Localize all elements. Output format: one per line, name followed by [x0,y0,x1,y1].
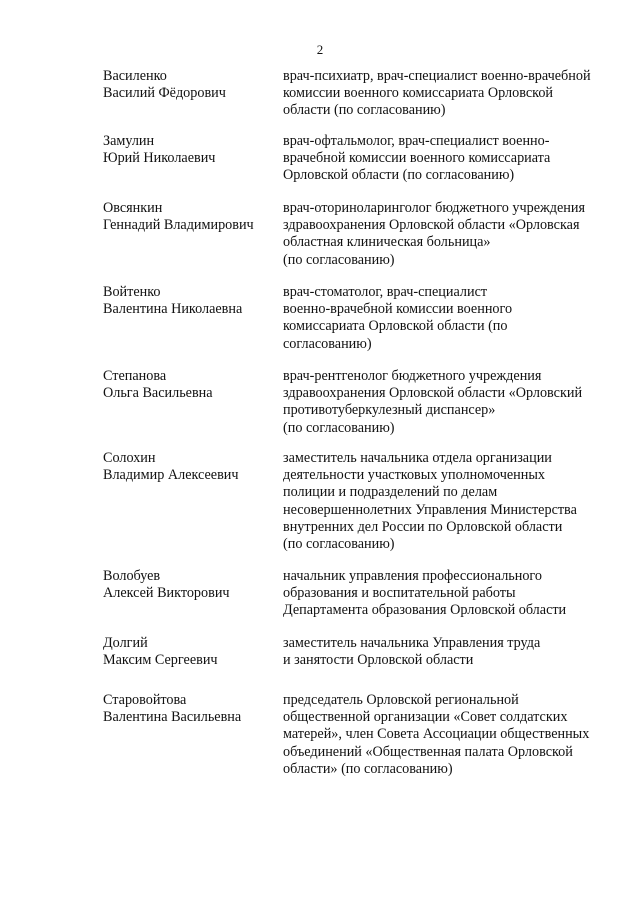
position-line: врачебной комиссии военного комиссариата [283,150,551,167]
member-given-names: Ольга Васильевна [103,385,213,402]
member-position [283,68,613,120]
position-line: полиции и подразделений по делам [283,484,498,501]
member-position [283,368,613,437]
member-position [283,284,613,353]
member-position [283,568,613,620]
member-position [283,692,613,778]
position-line: объединений «Общественная палата Орловской [283,743,573,760]
member-position [283,450,613,553]
position-line: Департамента образования Орловской области [283,602,567,619]
member-name [103,368,273,402]
position-line: противотуберкулезный диспансер» [283,402,496,419]
member-name [103,284,273,318]
member-surname: Долгий [103,635,148,651]
position-line: согласованию) [283,335,372,352]
member-position [283,635,613,669]
position-line: врач-психиатр, врач-специалист военно-врачебной [283,68,591,84]
member-given-names: Валентина Васильевна [103,709,242,726]
member-given-names: Юрий Николаевич [103,150,216,167]
member-given-names: Валентина Николаевна [103,301,243,318]
member-given-names: Василий Фёдорович [103,85,226,102]
member-given-names: Геннадий Владимирович [103,217,254,234]
position-line: заместитель начальника Управления труда [283,635,541,651]
member-name [103,450,273,484]
member-name [103,200,273,234]
member-name [103,568,273,602]
position-line: комиссариата Орловской области (по [283,318,508,335]
position-line: председатель Орловской региональной [283,692,519,708]
member-given-names: Владимир Алексеевич [103,467,239,484]
position-line: областная клиническая больница» [283,234,491,251]
position-line: начальник управления профессионального [283,568,542,584]
member-name [103,68,273,102]
member-surname: Старовойтова [103,692,187,708]
position-line: Орловской области (по согласованию) [283,167,515,184]
page-number: 2 [316,42,324,57]
member-surname: Войтенко [103,284,161,300]
position-line: образования и воспитательной работы [283,585,516,602]
position-line: (по согласованию) [283,419,395,436]
member-surname: Замулин [103,133,155,149]
position-line: (по согласованию) [283,536,395,553]
position-line: внутренних дел России по Орловской области [283,518,563,535]
member-position [283,133,613,185]
member-given-names: Максим Сергеевич [103,652,218,669]
position-line: деятельности участковых уполномоченных [283,467,545,484]
position-line: здравоохранения Орловской области «Орловская [283,217,580,234]
position-line: матерей», член Совета Ассоциации общественных [283,726,590,743]
position-line: военно-врачебной комиссии военного [283,301,513,318]
member-surname: Василенко [103,68,167,84]
position-line: здравоохранения Орловской области «Орловский [283,385,583,402]
position-line: врач-офтальмолог, врач-специалист военно- [283,133,550,149]
position-line: заместитель начальника отдела организации [283,450,552,466]
member-name [103,635,273,669]
member-name [103,133,273,167]
position-line: врач-рентгенолог бюджетного учреждения [283,368,542,384]
position-line: общественной организации «Совет солдатских [283,709,568,726]
position-line: и занятости Орловской области [283,652,474,669]
position-line: области (по согласованию) [283,102,446,119]
member-surname: Волобуев [103,568,161,584]
position-line: врач-оториноларинголог бюджетного учреждения [283,200,586,216]
member-surname: Степанова [103,368,167,384]
member-position [283,200,613,269]
position-line: врач-стоматолог, врач-специалист [283,284,488,300]
member-surname: Овсянкин [103,200,163,216]
position-line: области» (по согласованию) [283,760,453,777]
position-line: комиссии военного комиссариата Орловской [283,85,554,102]
position-line: (по согласованию) [283,251,395,268]
member-given-names: Алексей Викторович [103,585,230,602]
member-surname: Солохин [103,450,156,466]
member-name [103,692,273,726]
position-line: несовершеннолетних Управления Министерства [283,501,577,518]
